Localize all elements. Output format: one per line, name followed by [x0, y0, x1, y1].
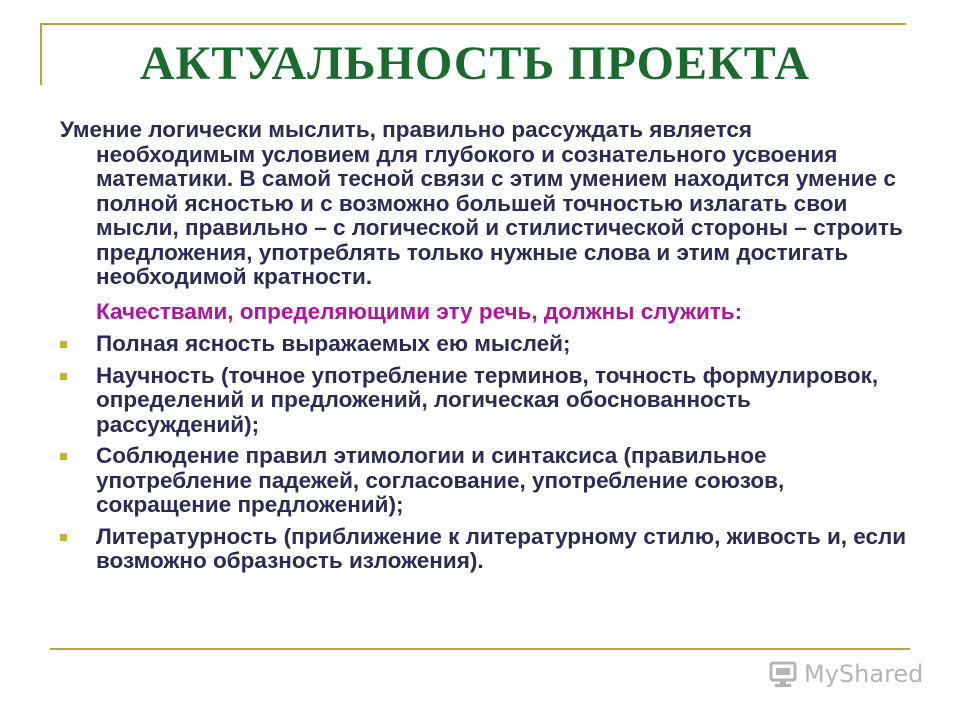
list-item: [60, 444, 910, 518]
list-item: [60, 364, 910, 438]
top-divider: [40, 23, 906, 25]
bullet-square-icon: [60, 534, 67, 541]
slide-body: [60, 118, 910, 581]
watermark-text: MyShared: [804, 660, 924, 688]
list-item: [60, 525, 910, 574]
list-item-text: Литературность (приближение к литературному стилю, живость и, если возможно образность изложения).: [96, 523, 907, 573]
bullet-square-icon: [60, 373, 67, 380]
bottom-divider: [50, 648, 910, 650]
bullet-square-icon: [60, 453, 67, 460]
list-item-text: Научность (точное употребление терминов, точность формулировок, определений и предложений, логическая обоснованность рассуждений);: [96, 362, 879, 437]
qualities-list: [60, 332, 910, 574]
myshared-watermark: [768, 656, 923, 692]
intro-paragraph: Умение логически мыслить, правильно рассуждать является необходимым условием для глубокого и сознательного усвоения математики. В самой тесной связи с этим умением находится умение с полной ясностью и с возможно большей точностью излагать свои мысли, правильно – с логической и стилистической стороны – строить предложения, употреблять только нужные слова и этим достигать необходимой кратности.: [60, 117, 903, 289]
list-item-text: Соблюдение правил этимологии и синтаксиса (правильное употребление падежей, согласование, употребление союзов, сокращение предложений);: [96, 443, 785, 517]
myshared-logo-icon: [768, 659, 798, 689]
list-item: [60, 332, 910, 357]
qualities-heading: Качествами, определяющими эту речь, должны служить:: [96, 298, 743, 324]
list-item-text: Полная ясность выражаемых ею мыслей;: [96, 331, 571, 356]
slide-title: АКТУАЛЬНОСТЬ ПРОЕКТА: [139, 37, 811, 90]
bullet-square-icon: [60, 341, 67, 348]
